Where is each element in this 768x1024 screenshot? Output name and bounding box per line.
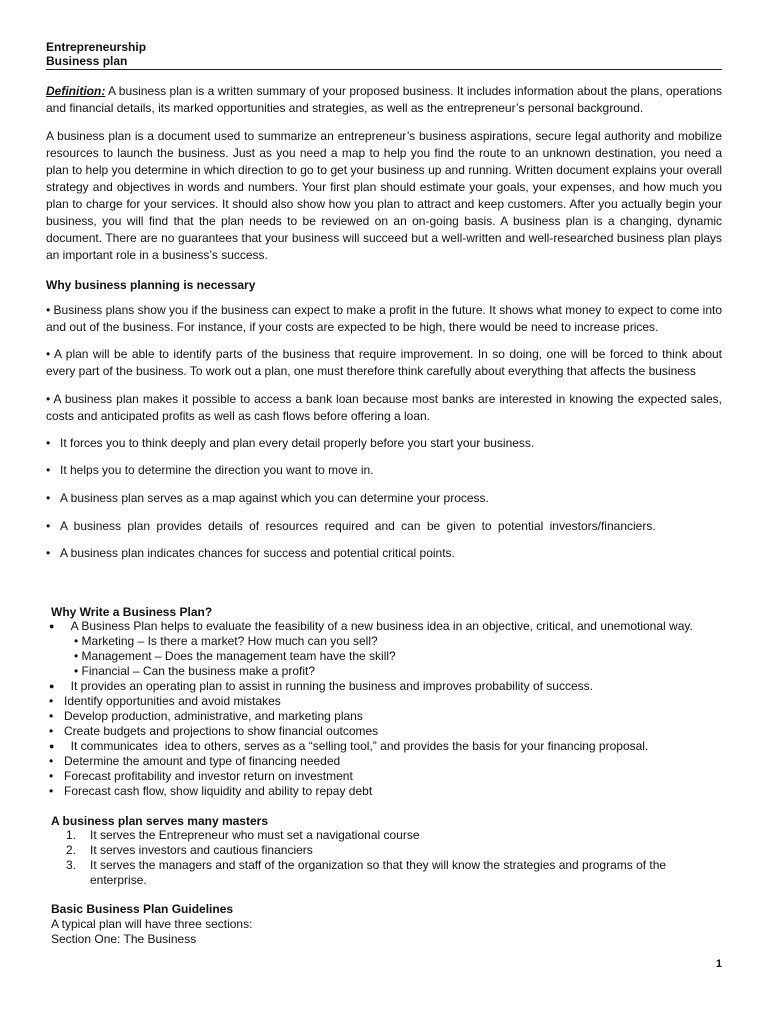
list-item-text: Create budgets and projections to show financial outcomes bbox=[64, 724, 379, 738]
bullet-mark: • bbox=[49, 754, 54, 768]
list-item-text: • Management – Does the management team have the skill? bbox=[74, 649, 396, 663]
bullet-mark: • bbox=[49, 784, 54, 798]
list-item-text: Identify opportunities and avoid mistakes bbox=[64, 694, 281, 708]
list-item bbox=[46, 619, 722, 634]
why-write-list bbox=[46, 619, 722, 799]
definition-label: Definition: bbox=[46, 84, 106, 98]
bullet-mark: ● bbox=[49, 621, 55, 631]
list-item: • It forces you to think deeply and plan every detail properly before you start your business. bbox=[46, 436, 535, 450]
list-item bbox=[46, 694, 722, 709]
list-item bbox=[46, 769, 722, 784]
list-item-text: Develop production, administrative, and marketing plans bbox=[64, 709, 363, 723]
list-item bbox=[46, 679, 722, 694]
bullet-mark: ● bbox=[49, 741, 55, 751]
numbered-item-text: It serves investors and cautious financiers bbox=[90, 843, 313, 857]
document-subject: Entrepreneurship bbox=[46, 40, 147, 54]
why-write-heading: Why Write a Business Plan? bbox=[51, 605, 213, 619]
list-item bbox=[46, 724, 722, 739]
list-item-text: • Financial – Can the business make a profit? bbox=[74, 664, 315, 678]
masters-list bbox=[46, 828, 722, 888]
numbered-item bbox=[46, 858, 722, 888]
list-item bbox=[46, 754, 722, 769]
list-item-text: Determine the amount and type of financing needed bbox=[64, 754, 341, 768]
list-item bbox=[46, 664, 722, 679]
item-number: 3. bbox=[66, 858, 77, 872]
definition-text: A business plan is a written summary of your proposed business. It includes information about the plans, operations and financial details, its marked opportunities and strategies, as well as the entrepreneur’s personal background. bbox=[46, 84, 722, 115]
list-item bbox=[46, 784, 722, 799]
bullet-mark: ● bbox=[49, 681, 55, 691]
list-item: • A business plan serves as a map against which you can determine your process. bbox=[46, 491, 489, 505]
list-item-text: Forecast profitability and investor return on investment bbox=[64, 769, 353, 783]
guidelines-heading: Basic Business Plan Guidelines bbox=[51, 902, 234, 916]
list-item bbox=[46, 739, 722, 754]
item-number: 2. bbox=[66, 843, 77, 857]
numbered-item bbox=[46, 843, 722, 858]
numbered-item bbox=[46, 828, 722, 843]
bullet-mark: • bbox=[49, 724, 54, 738]
list-item bbox=[46, 649, 722, 664]
page-number: 1 bbox=[715, 958, 722, 970]
bullet-mark: • bbox=[49, 709, 54, 723]
item-number: 1. bbox=[66, 828, 77, 842]
guidelines-line: Section One: The Business bbox=[51, 932, 197, 946]
list-item-text: It provides an operating plan to assist in running the business and improves probability of success. bbox=[64, 679, 593, 693]
guidelines-line: A typical plan will have three sections: bbox=[51, 917, 253, 931]
list-item-text: Forecast cash flow, show liquidity and ability to repay debt bbox=[64, 784, 373, 798]
document-topic: Business plan bbox=[46, 54, 128, 68]
masters-heading: A business plan serves many masters bbox=[51, 814, 268, 828]
numbered-item-text: It serves the Entrepreneur who must set a navigational course bbox=[90, 828, 420, 842]
list-item: • A business plan provides details of resources required and can be given to potential investors/financiers. bbox=[46, 519, 656, 533]
list-item bbox=[46, 709, 722, 724]
list-item bbox=[46, 634, 722, 649]
bullet-mark: • bbox=[49, 694, 54, 708]
bullet-mark: • bbox=[49, 769, 54, 783]
numbered-item-text: It serves the managers and staff of the organization so that they will know the strategies and programs of the enterprise. bbox=[90, 858, 667, 887]
list-item: • It helps you to determine the direction you want to move in. bbox=[46, 463, 374, 477]
necessity-paragraph: • A plan will be able to identify parts of the business that require improvement. In so doing, one will be forced to think about every part of the business. To work out a plan, one must therefore think carefully about everything that affects the business bbox=[46, 347, 722, 378]
intro-paragraph: A business plan is a document used to summarize an entrepreneur’s business aspirations, secure legal authority and mobilize resources to launch the business. Just as you need a map to help you find the route to an unknown destination, you need a plan to help you determine in which direction to go to get your business up and running. Written document explains your overall strategy and objectives in words and numbers. Your first plan should estimate your goals, your expenses, and how much you plan to charge for your services. It should also show how you plan to attract and keep customers. After you actually begin your business, you will find that the plan needs to be reviewed on an on-going basis. A business plan is a changing, dynamic document. There are no guarantees that your business will succeed but a well-written and well-researched business plan plays an important role in a business’s success. bbox=[46, 129, 722, 262]
necessity-paragraph: • A business plan makes it possible to access a bank loan because most banks are interested in knowing the expected sales, costs and anticipated profits as well as cash flows before offering a loan. bbox=[46, 392, 722, 423]
header-rule bbox=[46, 69, 722, 70]
list-item-text: • Marketing – Is there a market? How much can you sell? bbox=[74, 634, 378, 648]
why-necessary-heading: Why business planning is necessary bbox=[46, 278, 256, 292]
list-item: • A business plan indicates chances for success and potential critical points. bbox=[46, 546, 455, 560]
list-item-text: A Business Plan helps to evaluate the feasibility of a new business idea in an objective, critical, and unemotional way. bbox=[64, 619, 693, 633]
necessity-paragraph: • Business plans show you if the business can expect to make a profit in the future. It shows what money to expect to come into and out of the business. For instance, if your costs are expected to be high, there would be need to increase prices. bbox=[46, 303, 722, 334]
definition-paragraph bbox=[46, 83, 722, 117]
list-item-text: It communicates idea to others, serves as a “selling tool,” and provides the basis for your financing proposal. bbox=[64, 739, 649, 753]
